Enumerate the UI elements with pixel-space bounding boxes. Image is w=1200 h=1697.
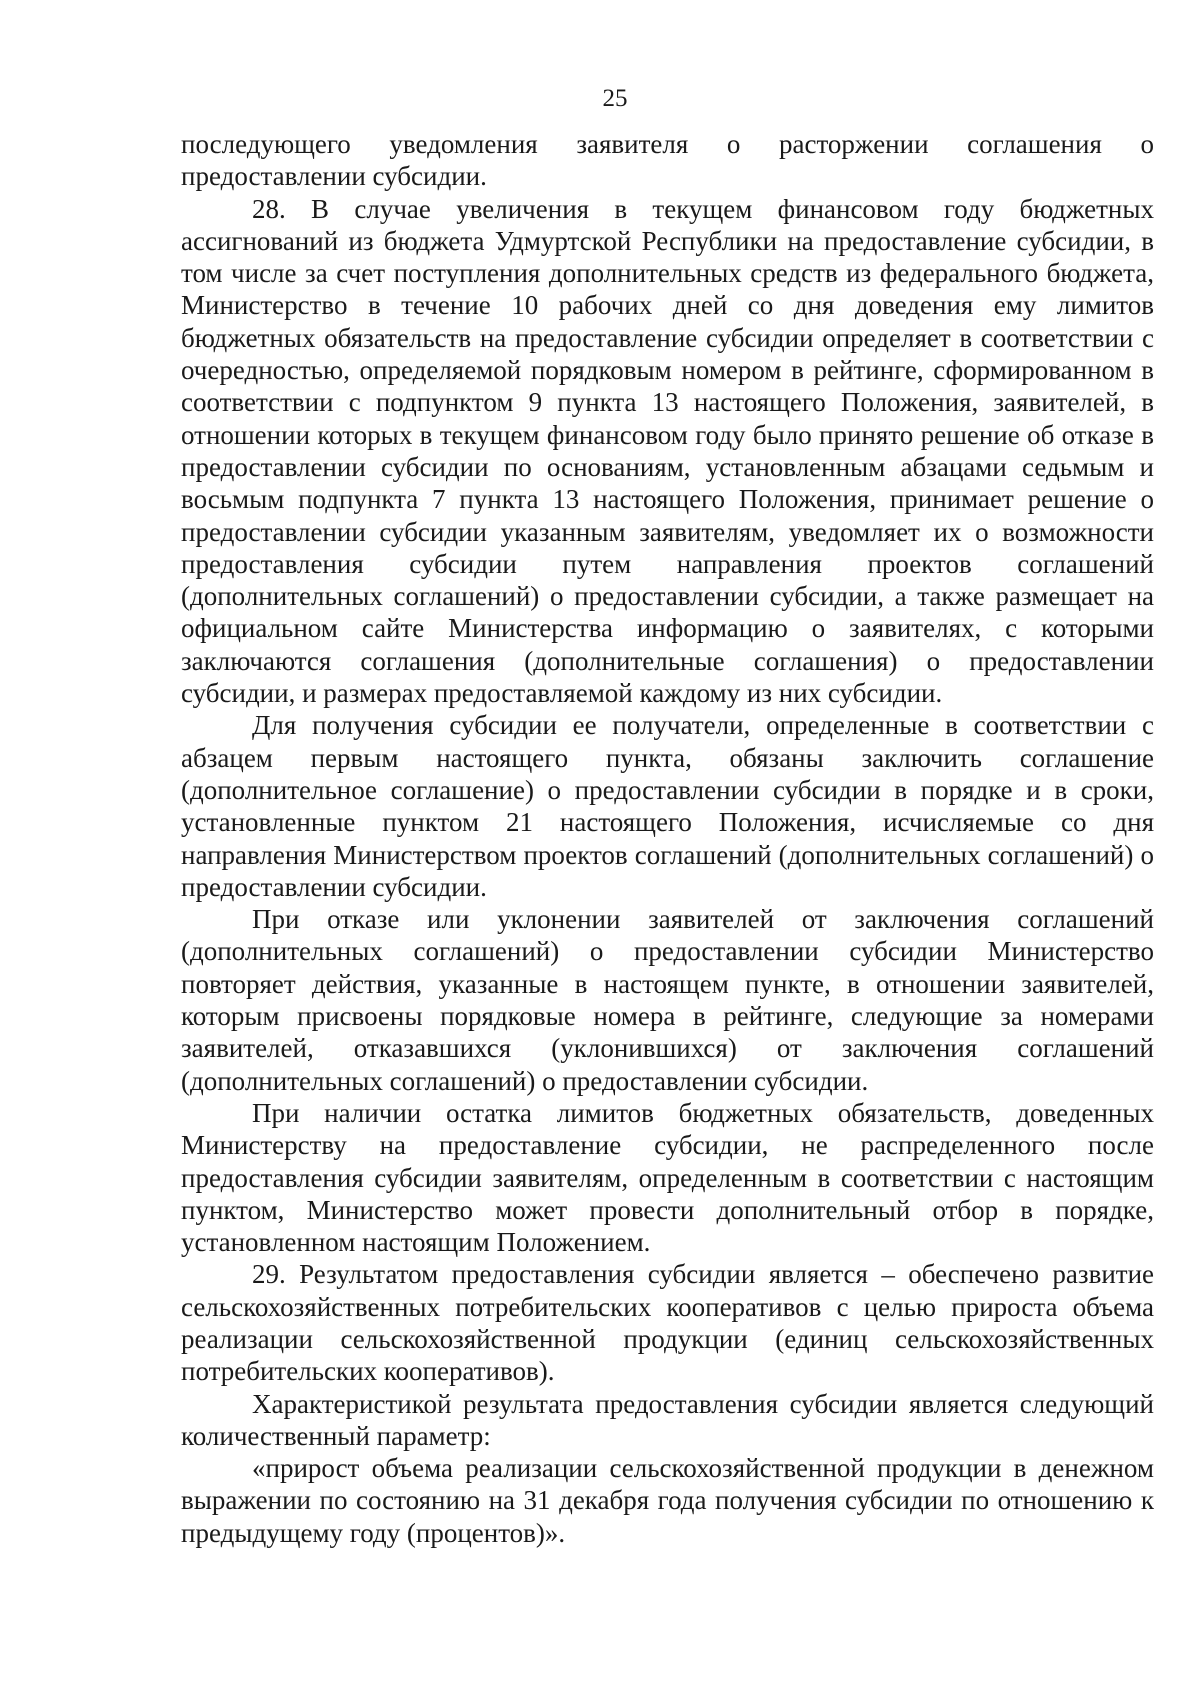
- paragraph-continuation: последующего уведомления заявителя о расторжении соглашения о предоставлении субсидии.: [181, 129, 1154, 192]
- paragraph-clause-29: 29. Результатом предоставления субсидии является – обеспечено развитие сельскохозяйственных потребительских кооперативов с целью прироста объема реализации сельскохозяйственной продукции (единиц сельскохозяйственных потребительских кооперативов).: [181, 1259, 1154, 1387]
- document-body: [181, 128, 1154, 1549]
- paragraph-characteristic: Характеристикой результата предоставления субсидии является следующий количественный параметр:: [181, 1388, 1154, 1451]
- paragraph-refusal: При отказе или уклонении заявителей от заключения соглашений (дополнительных соглашений) о предоставлении субсидии Министерство повторяет действия, указанные в настоящем пункте, в отношении заявителей, которым присвоены порядковые номера в рейтинге, следующие за номерами заявителей, отказавшихся (уклонившихся) от заключения соглашений (дополнительных соглашений) о предоставлении субсидии.: [181, 904, 1154, 1096]
- paragraph-clause-28: 28. В случае увеличения в текущем финансовом году бюджетных ассигнований из бюджета Удмуртской Республики на предоставление субсидии, в том числе за счет поступления дополнительных средств из федерального бюджета, Министерство в течение 10 рабочих дней со дня доведения ему лимитов бюджетных обязательств на предоставление субсидии определяет в соответствии с очередностью, определяемой порядковым номером в рейтинге, сформированном в соответствии с подпунктом 9 пункта 13 настоящего Положения, заявителей, в отношении которых в текущем финансовом году было принято решение об отказе в предоставлении субсидии по основаниям, установленным абзацами седьмым и восьмым подпункта 7 пункта 13 настоящего Положения, принимает решение о предоставлении субсидии указанным заявителям, уведомляет их о возможности предоставления субсидии путем направления проектов соглашений (дополнительных соглашений) о предоставлении субсидии, а также размещает на официальном сайте Министерства информацию о заявителях, с которыми заключаются соглашения (дополнительные соглашения) о предоставлении субсидии, и размерах предоставляемой каждому из них субсидии.: [181, 193, 1154, 709]
- paragraph-agreement-terms: Для получения субсидии ее получатели, определенные в соответствии с абзацем первым настоящего пункта, обязаны заключить соглашение (дополнительное соглашение) о предоставлении субсидии в порядке и в сроки, установленные пунктом 21 настоящего Положения, исчисляемые со дня направления Министерством проектов соглашений (дополнительных соглашений) о предоставлении субсидии.: [181, 710, 1154, 902]
- paragraph-parameter-quote: «прирост объема реализации сельскохозяйственной продукции в денежном выражении по состоянию на 31 декабря года получения субсидии по отношению к предыдущему году (процентов)».: [181, 1453, 1154, 1548]
- page-number: 25: [602, 85, 628, 112]
- paragraph-remaining-limits: При наличии остатка лимитов бюджетных обязательств, доведенных Министерству на предоставление субсидии, не распределенного после предоставления субсидии заявителям, определенным в соответствии с настоящим пунктом, Министерство может провести дополнительный отбор в порядке, установленном настоящим Положением.: [181, 1097, 1154, 1258]
